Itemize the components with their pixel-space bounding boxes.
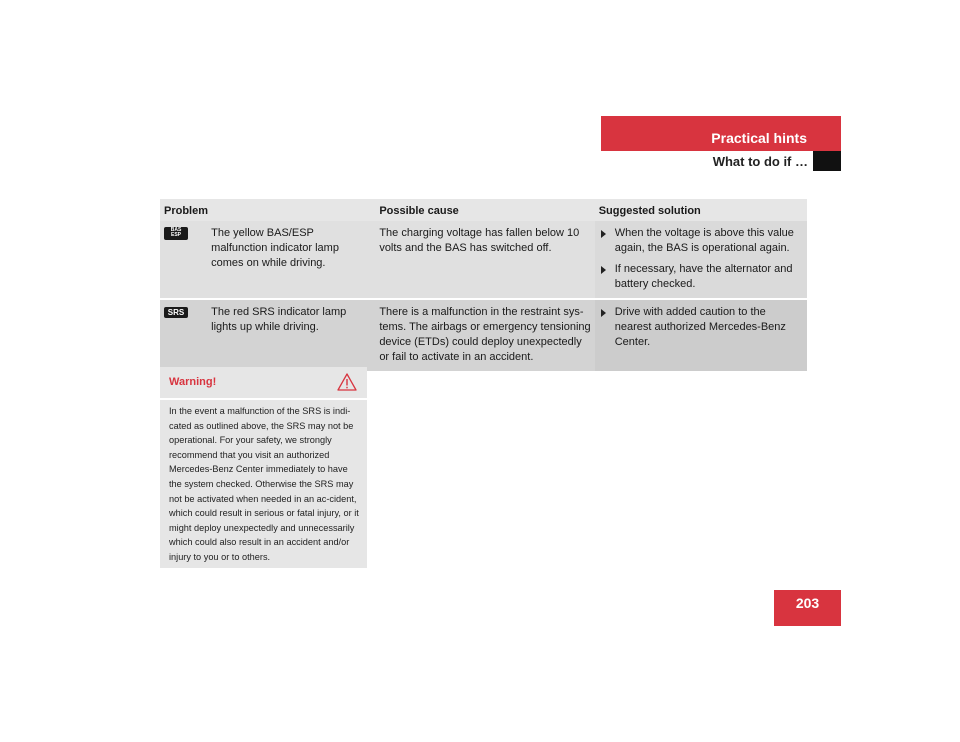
cause-cell: There is a malfunction in the restraint sys-tems. The airbags or emergency tensioning device (ETDs) could deploy unexpectedly or fail to activate in an accident. — [375, 299, 594, 371]
srs-indicator-icon: SRS — [164, 307, 188, 318]
solution-cell — [595, 299, 807, 371]
warning-text: In the event a malfunction of the SRS is indi-cated as outlined above, the SRS may not be operational. For your safety, we strongly recommend that you visit an authorized Mercedes-Benz Center immediately to have the system checked. Otherwise the SRS may not be activated when needed in an ac-cident, which could result in serious or fatal injury, or it might deploy unexpectedly and unnecessarily which could also result in an accident and/or injury to you or to others. — [169, 406, 359, 562]
bullet-arrow-icon — [601, 309, 606, 317]
bullet-arrow-icon — [601, 230, 606, 238]
solution-item — [599, 305, 803, 350]
section-header — [601, 116, 841, 151]
cause-cell: The charging voltage has fallen below 10 volts and the BAS has switched off. — [375, 221, 594, 299]
solution-cell — [595, 221, 807, 299]
row-icon-cell — [160, 221, 207, 299]
solution-item — [599, 262, 803, 292]
column-header-problem: Problem — [160, 199, 375, 221]
problem-cell: The yellow BAS/ESP malfunction indicator lamp comes on while driving. — [207, 221, 375, 299]
section-title: Practical hints — [711, 130, 807, 146]
table-row — [160, 299, 807, 371]
table-header-row — [160, 199, 807, 221]
problem-cell: The red SRS indicator lamp lights up while driving. — [207, 299, 375, 371]
warning-divider — [160, 398, 367, 400]
bas-esp-icon-label-line2: ESP — [170, 232, 181, 238]
solution-text: If necessary, have the alternator and battery checked. — [614, 263, 793, 290]
table-row — [160, 221, 807, 299]
solution-text: Drive with added caution to the nearest authorized Mercedes-Benz Center. — [614, 306, 786, 348]
troubleshooting-table — [160, 199, 807, 371]
row-icon-cell — [160, 299, 207, 371]
solution-item — [599, 226, 803, 256]
column-header-cause: Possible cause — [375, 199, 594, 221]
page-number: 203 — [774, 590, 841, 626]
bas-esp-icon-label-line1: BAS — [170, 227, 182, 233]
bas-esp-indicator-icon — [164, 227, 188, 240]
warning-title: Warning! — [169, 376, 217, 388]
section-subtitle: What to do if … — [712, 154, 808, 169]
bullet-arrow-icon — [601, 266, 606, 274]
column-header-solution: Suggested solution — [595, 199, 807, 221]
section-tab-marker — [813, 151, 841, 171]
warning-triangle-icon — [337, 373, 357, 391]
solution-text: When the voltage is above this value again, the BAS is operational again. — [614, 227, 794, 254]
warning-box — [160, 367, 367, 568]
